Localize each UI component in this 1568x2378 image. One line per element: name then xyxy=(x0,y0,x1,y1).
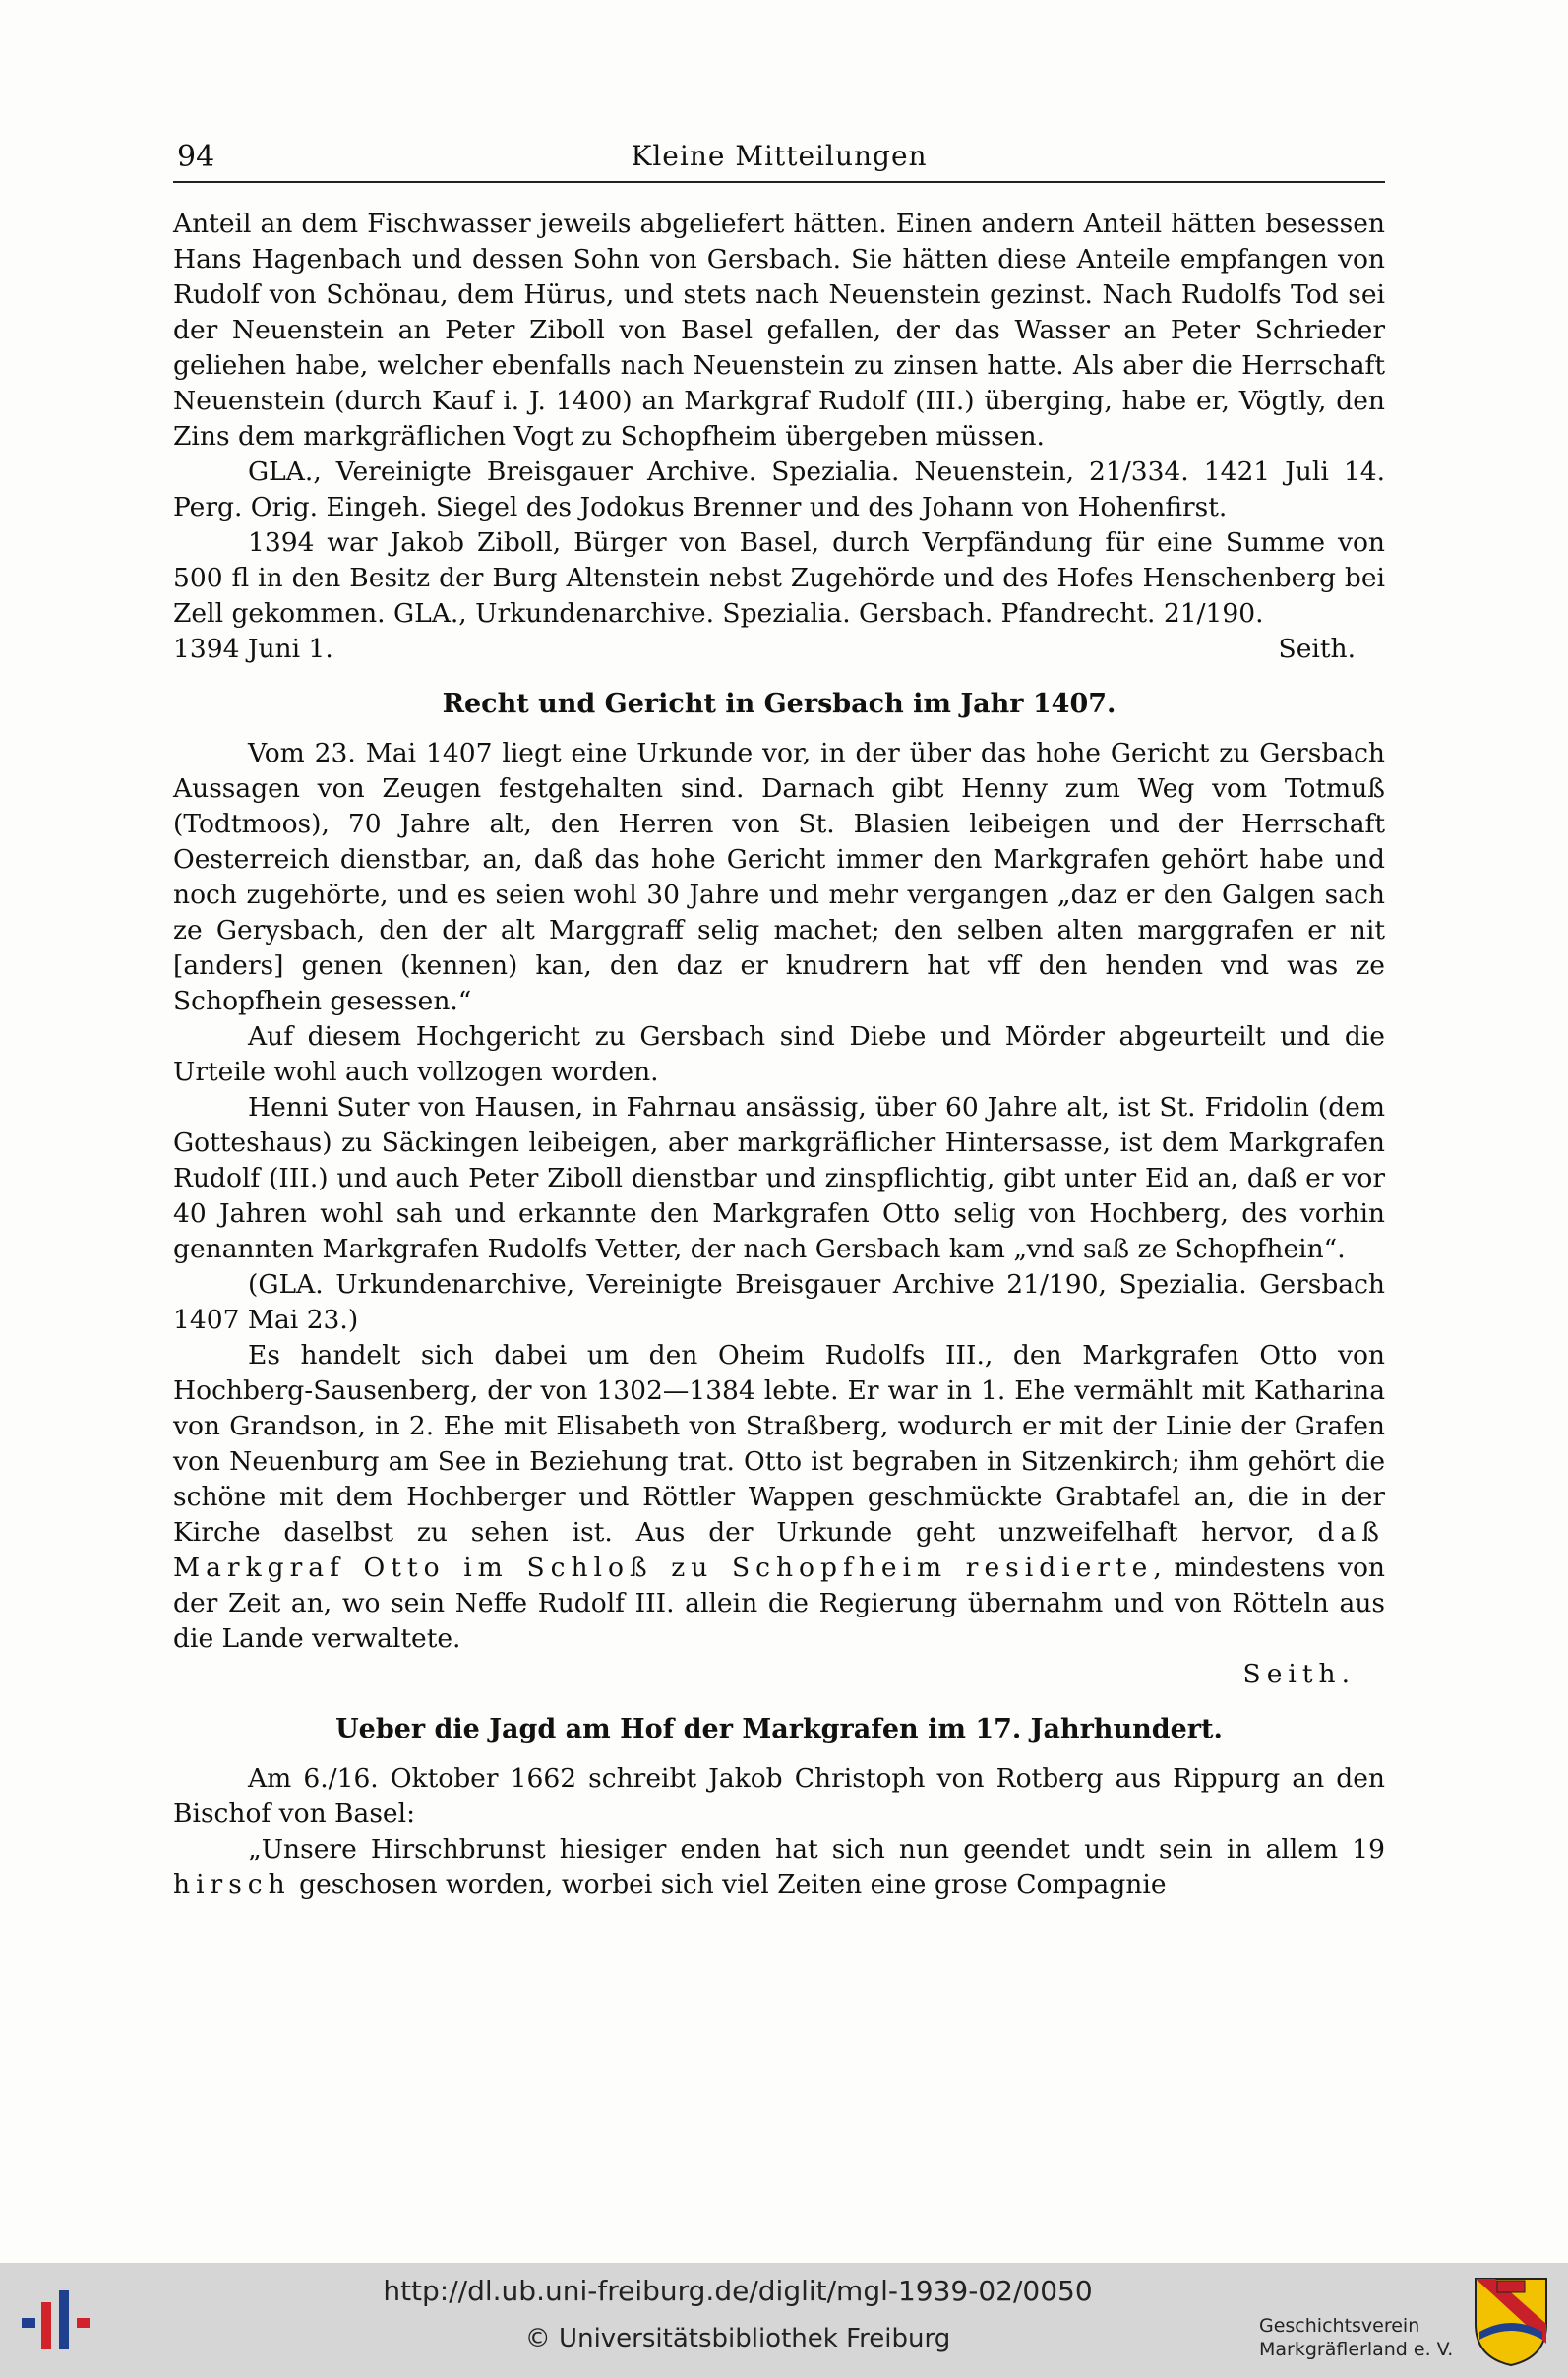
section-heading: Ueber die Jagd am Hof der Markgrafen im 17. Jahrhundert. xyxy=(335,1714,1223,1744)
paragraph xyxy=(173,1338,1385,1657)
ub-freiburg-logo-icon xyxy=(22,2290,100,2353)
page-number: 94 xyxy=(177,140,215,174)
running-title: Kleine Mitteilungen xyxy=(631,140,928,172)
paragraph: (GLA. Urkundenarchive, Vereinigte Breisgauer Archive 21/190, Spezialia. Gersbach 1407 Mai 23.) xyxy=(173,1269,1385,1335)
paragraph: 1394 war Jakob Ziboll, Bürger von Basel, durch Verpfändung für eine Summe von 500 fl in den Besitz der Burg Altenstein nebst Zugehörde und des Hofes Henschenberg bei Zell gekommen. GLA., Urkundenarchive. Spezialia. Gersbach. Pfandrecht. 21/190. xyxy=(173,527,1385,629)
section-heading: Recht und Gericht in Gersbach im Jahr 1407. xyxy=(442,689,1116,719)
paragraph: GLA., Vereinigte Breisgauer Archive. Spezialia. Neuenstein, 21/334. 1421 Juli 14. Perg. Orig. Eingeh. Siegel des Jodokus Brenner und des Johann von Hohenfirst. xyxy=(173,457,1385,522)
copyright-notice: © Universitätsbibliothek Freiburg xyxy=(524,2324,951,2353)
spaced-emphasis: daß Markgraf Otto im Schloß zu Schopfheim residierte xyxy=(173,1517,1385,1583)
paragraph-text: Es handelt sich dabei um den Oheim Rudolfs III., den Markgrafen Otto von Hochberg-Sausenberg, der von 1302—1384 lebte. Er war in 1. Ehe vermählt mit Katharina von Grandson, in 2. Ehe mit Elisabeth von Straßberg, wodurch er mit der Linie der Grafen von Neuenburg am See in Beziehung trat. Otto ist begraben in Sitzenkirch; ihm gehört die schöne mit dem Hochberger und Röttler Wappen geschmückte Grabtafel an, die in der Kirche daselbst zu sehen ist. Aus der Urkunde geht unzweifelhaft hervor, xyxy=(173,1340,1385,1548)
date-text: 1394 Juni 1. xyxy=(173,634,333,664)
quote-text: geschosen worden, worbei sich viel Zeiten eine grose Compagnie xyxy=(299,1869,1167,1900)
author-signature: Seith. xyxy=(1242,1659,1356,1689)
author-signature: Seith. xyxy=(1278,634,1356,664)
page-body xyxy=(173,207,1385,1903)
paragraph-text: , mindestens von der Zeit an, wo sein Neffe Rudolf III. allein die Regierung übernahm und von Rötteln aus die Lande verwaltete. xyxy=(173,1553,1385,1654)
paragraph: Vom 23. Mai 1407 liegt eine Urkunde vor, in der über das hohe Gericht zu Gersbach Aussagen von Zeugen festgehalten sind. Darnach gibt Henny zum Weg vom Totmuß (Todtmoos), 70 Jahre alt, den Herren von St. Blasien leibeigen und der Herrschaft Oesterreich dienstbar, an, daß das hohe Gericht immer den Markgrafen gehört habe und noch zugehörte, und es seien wohl 30 Jahre und mehr vergangen „daz er den Galgen sach ze Gerysbach, den der alt Marggraff selig machet; den selben alten marggrafen er nit [anders] genen (kennen) kan, den daz er knudrern hat vff den henden vnd was ze Schopfhein gesessen.“ xyxy=(173,738,1385,1016)
coat-of-arms-icon xyxy=(1472,2275,1550,2369)
society-name: Geschichtsverein Markgräflerland e. V. xyxy=(1259,2315,1454,2360)
date-signature-line xyxy=(173,632,1385,667)
document-url[interactable]: http://dl.ub.uni-freiburg.de/diglit/mgl-1939-02/0050 xyxy=(383,2275,1093,2307)
footer-bar xyxy=(0,2263,1568,2378)
page-header xyxy=(173,136,1385,183)
spaced-emphasis: hirsch xyxy=(173,1869,291,1900)
paragraph: Am 6./16. Oktober 1662 schreibt Jakob Christoph von Rotberg aus Rippurg an den Bischof von Basel: xyxy=(173,1763,1385,1829)
quote-paragraph xyxy=(173,1832,1385,1903)
quote-text: „Unsere Hirschbrunst hiesiger enden hat sich nun geendet undt sein in allem 19 xyxy=(248,1834,1385,1864)
paragraph: Auf diesem Hochgericht zu Gersbach sind Diebe und Mörder abgeurteilt und die Urteile wohl auch vollzogen worden. xyxy=(173,1021,1385,1087)
paragraph: Anteil an dem Fischwasser jeweils abgeliefert hätten. Einen andern Anteil hätten besessen Hans Hagenbach und dessen Sohn von Gersbach. Sie hätten diese Anteile empfangen von Rudolf von Schönau, dem Hürus, und stets nach Neuenstein gezinst. Nach Rudolfs Tod sei der Neuenstein an Peter Ziboll von Basel gefallen, der das Wasser an Peter Schrieder geliehen habe, welcher ebenfalls nach Neuenstein zu zinsen hatte. Als aber die Herrschaft Neuenstein (durch Kauf i. J. 1400) an Markgraf Rudolf (III.) überging, habe er, Vögtly, den Zins dem markgräflichen Vogt zu Schopfheim übergeben müssen. xyxy=(173,209,1385,452)
paragraph: Henni Suter von Hausen, in Fahrnau ansässig, über 60 Jahre alt, ist St. Fridolin (dem Gotteshaus) zu Säckingen leibeigen, aber markgräflicher Hintersasse, ist dem Markgrafen Rudolf (III.) und auch Peter Ziboll dienstbar und zinspflichtig, gibt unter Eid an, daß er vor 40 Jahren wohl sah und erkannte den Markgrafen Otto selig von Hochberg, des vorhin genannten Markgrafen Rudolfs Vetter, der nach Gersbach kam „vnd saß ze Schopfhein“. xyxy=(173,1092,1385,1264)
